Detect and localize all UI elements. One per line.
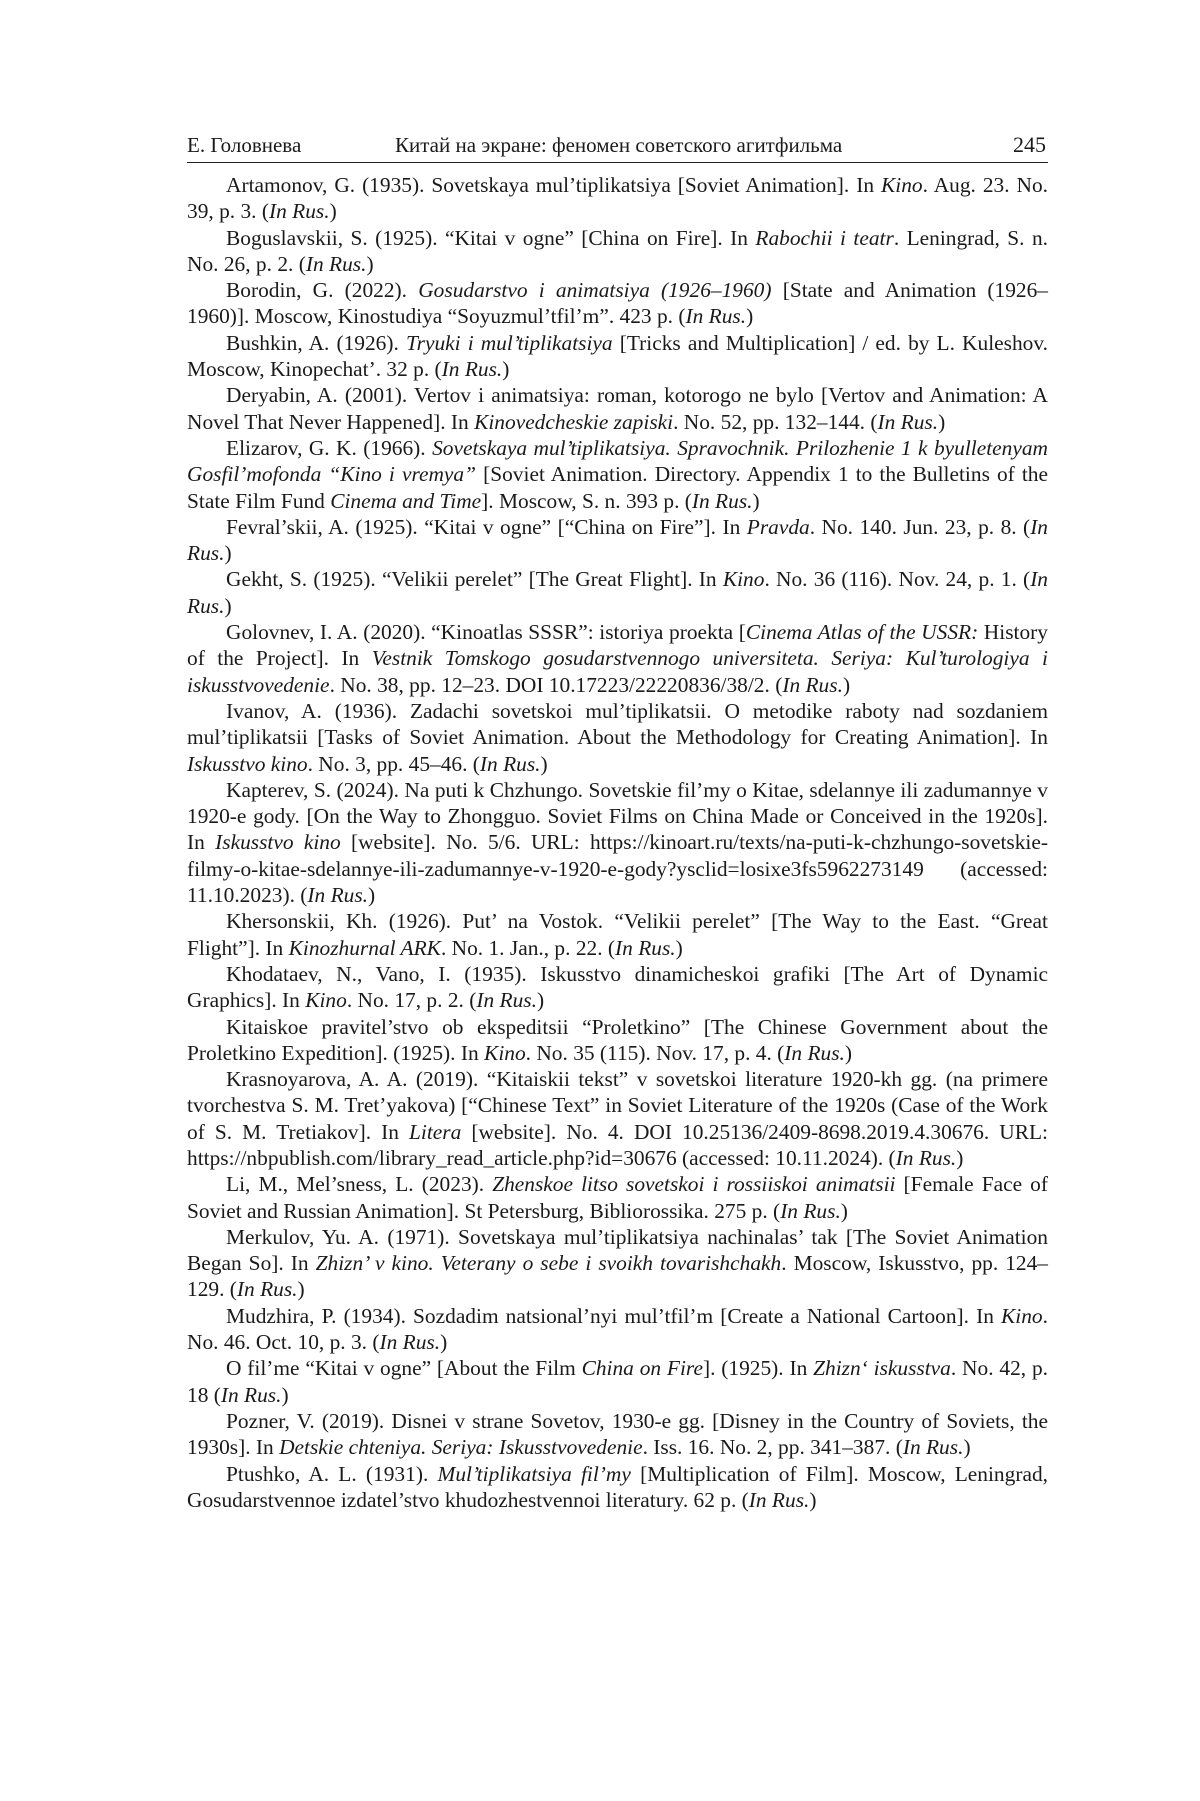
ref-italic: In Rus. [903, 1435, 964, 1459]
reference-entry [187, 277, 1048, 330]
ref-italic: In Rus. [476, 988, 537, 1012]
reference-entry [187, 1014, 1048, 1067]
reference-list [187, 172, 1048, 1513]
ref-text: ) [963, 1435, 970, 1459]
ref-text: ) [368, 883, 375, 907]
ref-text: Boguslavskii, S. (1925). “Kitai v ogne” [China on Fire]. In [226, 226, 755, 250]
ref-text: ) [224, 541, 231, 565]
ref-text: Artamonov, G. (1935). Sovetskaya mul’tiplikatsiya [Soviet Animation]. In [226, 173, 881, 197]
ref-italic: Mul’tiplikatsiya fil’my [438, 1462, 631, 1486]
reference-entry [187, 225, 1048, 278]
ref-text: . No. 17, p. 2. ( [347, 988, 477, 1012]
ref-text: ) [956, 1146, 963, 1170]
ref-italic: Zhizn’ v kino. Veterany o sebe i svoikh tovarishchakh [316, 1251, 782, 1275]
ref-text: ) [541, 752, 548, 776]
ref-text: ) [753, 489, 760, 513]
ref-text: . No. 38, pp. 12–23. DOI 10.17223/22220836/38/2. ( [330, 673, 783, 697]
ref-text: ) [938, 410, 945, 434]
ref-text: Fevral’skii, A. (1925). “Kitai v ogne” [“China on Fire”]. In [226, 515, 747, 539]
ref-italic: In Rus. [306, 252, 367, 276]
reference-entry [187, 514, 1048, 567]
ref-italic: Litera [409, 1120, 461, 1144]
ref-text: . No. 46. Oct. 10, p. 3. ( [187, 1304, 1048, 1354]
ref-text: Gekht, S. (1925). “Velikii perelet” [The Great Flight]. In [226, 567, 723, 591]
ref-text: Ivanov, A. (1936). Zadachi sovetskoi mul’tiplikatsii. O metodike raboty nad sozdaniem mul’tiplikatsii [Tasks of Soviet Animation. About the Methodology for Creating Animation]. In [187, 699, 1048, 749]
ref-text: . Leningrad, S. n. No. 26, p. 2. ( [187, 226, 1048, 276]
reference-entry [187, 172, 1048, 225]
ref-italic: Iskusstvo kino [187, 752, 308, 776]
ref-text: . No. 36 (116). Nov. 24, p. 1. ( [764, 567, 1030, 591]
ref-italic: Kino [305, 988, 347, 1012]
ref-italic: In Rus. [878, 410, 939, 434]
ref-italic: In Rus. [784, 1041, 845, 1065]
ref-italic: Cinema and Time [330, 489, 481, 513]
ref-text: ) [366, 252, 373, 276]
ref-italic: Kinovedcheskie zapiski [474, 410, 673, 434]
ref-text: ) [845, 1041, 852, 1065]
ref-text: [Tricks and Multiplication] / ed. by L. Kuleshov. Moscow, Kinopechat’. 32 p. ( [187, 331, 1048, 381]
ref-italic: In Rus. [782, 673, 843, 697]
ref-text: [website]. No. 4. DOI 10.25136/2409-8698.2019.4.30676. URL: https://nbpublish.com/library_read_article.php?id=30676 (accessed: 10.11.2024). ( [187, 1120, 1048, 1170]
page [187, 128, 1048, 1513]
ref-italic: Pravda [747, 515, 810, 539]
reference-entry [187, 1408, 1048, 1461]
ref-text: . No. 1. Jan., p. 22. ( [441, 936, 615, 960]
ref-italic: In Rus. [237, 1277, 298, 1301]
ref-text: ]. Moscow, S. n. 393 p. ( [481, 489, 692, 513]
ref-italic: Kino [881, 173, 923, 197]
ref-italic: Kino [723, 567, 765, 591]
ref-text: . Moscow, Iskusstvo, pp. 124–129. ( [187, 1251, 1048, 1301]
ref-text: ) [224, 594, 231, 618]
ref-text: Kitaiskoe pravitel’stvo ob ekspeditsii “Proletkino” [The Chinese Government about the Proletkino Expedition]. (1925). In [187, 1015, 1048, 1065]
ref-text: Ptushko, A. L. (1931). [226, 1462, 438, 1486]
ref-italic: China on Fire [582, 1356, 703, 1380]
ref-italic: Sovetskaya mul’tiplikatsiya. Spravochnik. Prilozhenie 1 k byulletenyam Gosfil’mofonda “Kino i vremya” [187, 436, 1048, 486]
ref-italic: Kino [1001, 1304, 1043, 1328]
ref-italic: In Rus. [480, 752, 541, 776]
ref-text: [State and Animation (1926–1960)]. Moscow, Kinostudiya “Soyuzmul’tfil’m”. 423 p. ( [187, 278, 1048, 328]
ref-text: ) [841, 1199, 848, 1223]
reference-entry [187, 908, 1048, 961]
ref-text: O fil’me “Kitai v ogne” [About the Film [226, 1356, 582, 1380]
ref-text: . Iss. 16. No. 2, pp. 341–387. ( [643, 1435, 903, 1459]
ref-text: Khersonskii, Kh. (1926). Put’ na Vostok. “Velikii perelet” [The Way to the East. “Great Flight”]. In [187, 909, 1048, 959]
reference-entry [187, 382, 1048, 435]
ref-italic: In Rus. [615, 936, 676, 960]
ref-italic: Detskie chteniya. Seriya: Iskusstvovedenie [279, 1435, 642, 1459]
ref-italic: Kinozhurnal ARK [289, 936, 441, 960]
ref-italic: In Rus. [221, 1383, 282, 1407]
reference-entry [187, 1171, 1048, 1224]
ref-italic: In Rus. [187, 515, 1048, 565]
ref-italic: In Rus. [187, 567, 1048, 617]
ref-text: ) [330, 199, 337, 223]
ref-text: [website]. No. 5/6. URL: https://kinoart.ru/texts/na-puti-k-chzhungo-sovetskie-filmy-o-kitae-sdelannye-ili-zadumannye-v-1920-e-gody?ysclid=losixe3fs5962273149 (accessed: 11.10.2023). ( [187, 830, 1048, 907]
ref-text: ) [809, 1488, 816, 1512]
ref-text: Pozner, V. (2019). Disnei v strane Sovetov, 1930-e gg. [Disney in the Country of Soviets, the 1930s]. In [187, 1409, 1048, 1459]
ref-text: . No. 35 (115). Nov. 17, p. 4. ( [526, 1041, 785, 1065]
ref-italic: In Rus. [307, 883, 368, 907]
running-head-title: Китай на экране: феномен советского агитфильма [395, 128, 842, 162]
ref-italic: Vestnik Tomskogo gosudarstvennogo universiteta. Seriya: Kul’turologiya i iskusstvovedenie [187, 646, 1048, 696]
ref-italic: Tryuki i mul’tiplikatsiya [406, 331, 613, 355]
ref-text: Merkulov, Yu. A. (1971). Sovetskaya mul’tiplikatsiya nachinalas’ tak [The Soviet Animation Began So]. In [187, 1225, 1048, 1275]
reference-entry [187, 1461, 1048, 1514]
ref-text: . No. 42, p. 18 ( [187, 1356, 1048, 1406]
reference-entry [187, 1355, 1048, 1408]
reference-entry [187, 435, 1048, 514]
ref-text: . No. 3, pp. 45–46. ( [308, 752, 480, 776]
ref-italic: Rabochii i teatr [755, 226, 893, 250]
ref-italic: Iskusstvo kino [215, 830, 341, 854]
reference-entry [187, 1066, 1048, 1171]
ref-text: [Female Face of Soviet and Russian Animation]. St Petersburg, Bibliorossika. 275 p. ( [187, 1172, 1048, 1222]
reference-entry [187, 330, 1048, 383]
reference-entry [187, 619, 1048, 698]
reference-entry [187, 698, 1048, 777]
ref-text: ) [298, 1277, 305, 1301]
ref-italic: Zhenskoe litso sovetskoi i rossiiskoi animatsii [492, 1172, 895, 1196]
ref-italic: In Rus. [442, 357, 503, 381]
ref-text: Khodataev, N., Vano, I. (1935). Iskusstvo dinamicheskoi grafiki [The Art of Dynamic Graphics]. In [187, 962, 1048, 1012]
ref-text: . No. 52, pp. 132–144. ( [673, 410, 877, 434]
reference-entry [187, 777, 1048, 908]
ref-text: . No. 140. Jun. 23, p. 8. ( [810, 515, 1030, 539]
ref-text: ) [281, 1383, 288, 1407]
ref-italic: In Rus. [692, 489, 753, 513]
reference-entry [187, 961, 1048, 1014]
ref-text: ) [502, 357, 509, 381]
ref-text: Elizarov, G. K. (1966). [226, 436, 432, 460]
ref-text: Kapterev, S. (2024). Na puti k Chzhungo. Sovetskie fil’my o Kitae, sdelannye ili zadumannye v 1920-e gody. [On the Way to Zhongguo. Soviet Films on China Made or Conceived in the 1920s]. In [187, 778, 1048, 855]
ref-text: ) [440, 1330, 447, 1354]
ref-text: Mudzhira, P. (1934). Sozdadim natsional’nyi mul’tfil’m [Create a National Cartoon]. In [226, 1304, 1001, 1328]
ref-text: [Soviet Animation. Directory. Appendix 1 to the Bulletins of the State Film Fund [187, 462, 1048, 512]
ref-italic: In Rus. [749, 1488, 810, 1512]
ref-italic: In Rus. [269, 199, 330, 223]
ref-text: ]. (1925). In [703, 1356, 813, 1380]
reference-entry [187, 1224, 1048, 1303]
ref-text: Golovnev, I. A. (2020). “Kinoatlas SSSR”: istoriya proekta [ [226, 620, 746, 644]
ref-text: Krasnoyarova, A. A. (2019). “Kitaiskii tekst” v sovetskoi literature 1920-kh gg. (na primere tvorchestva S. M. Tret’yakova) [“Chinese Text” in Soviet Literature of the 1920s (Case of the Work of S. M. Tretiakov]. In [187, 1067, 1048, 1144]
ref-text: ) [537, 988, 544, 1012]
ref-text: Li, M., Mel’sness, L. (2023). [226, 1172, 492, 1196]
ref-italic: Zhizn‘ iskusstva [813, 1356, 951, 1380]
ref-italic: In Rus. [380, 1330, 441, 1354]
ref-text: ) [746, 304, 753, 328]
ref-italic: In Rus. [896, 1146, 957, 1170]
ref-text: Bushkin, A. (1926). [226, 331, 406, 355]
ref-text: Borodin, G. (2022). [226, 278, 418, 302]
page-number: 245 [1013, 128, 1046, 162]
ref-text: ) [676, 936, 683, 960]
ref-text: Deryabin, A. (2001). Vertov i animatsiya: roman, kotorogo ne bylo [Vertov and Animation: A Novel That Never Happened]. In [187, 383, 1048, 433]
ref-text: ) [843, 673, 850, 697]
ref-italic: In Rus. [685, 304, 746, 328]
ref-italic: Cinema Atlas of the USSR: [746, 620, 978, 644]
ref-text: History of the Project]. In [187, 620, 1048, 670]
ref-text: [Multiplication of Film]. Moscow, Leningrad, Gosudarstvennoe izdatel’stvo khudozhestvennoi literatury. 62 p. ( [187, 1462, 1048, 1512]
ref-italic: Gosudarstvo i animatsiya (1926–1960) [418, 278, 771, 302]
reference-entry [187, 566, 1048, 619]
ref-italic: Kino [484, 1041, 526, 1065]
ref-italic: In Rus. [780, 1199, 841, 1223]
reference-entry [187, 1303, 1048, 1356]
running-head-author: Е. Головнева [187, 128, 301, 162]
running-head [187, 128, 1048, 163]
ref-text: . Aug. 23. No. 39, p. 3. ( [187, 173, 1048, 223]
